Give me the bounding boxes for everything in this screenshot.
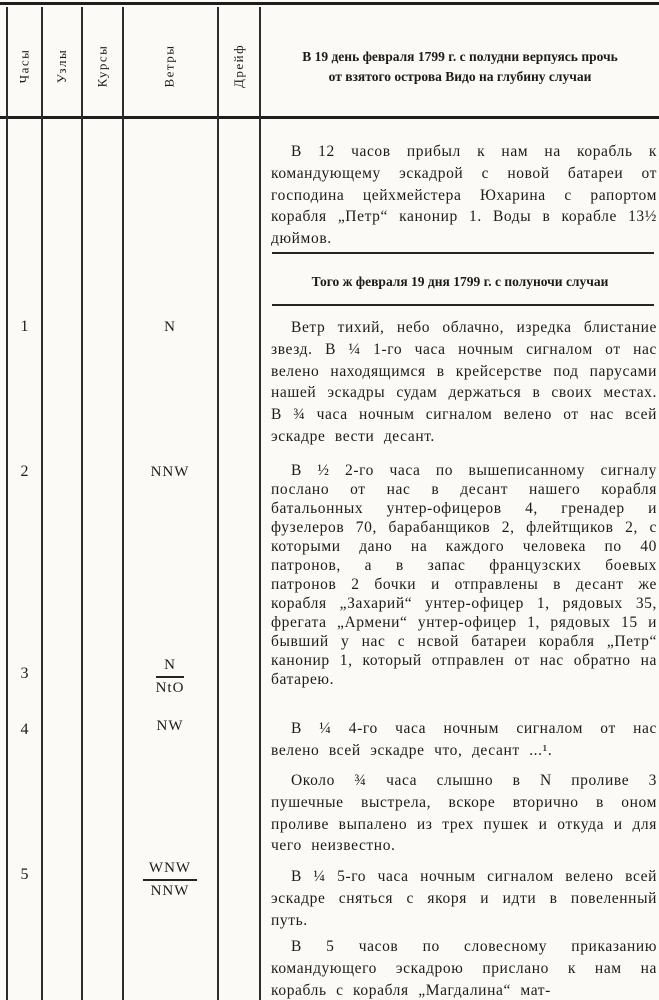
column-divider-courses-winds [122, 7, 124, 1000]
column-header-knots [41, 18, 83, 114]
hour-cell-1: 1 [20, 318, 29, 335]
column-divider-drift-text [259, 7, 261, 1000]
column-header-hours [6, 18, 43, 114]
column-divider-knots-courses [81, 7, 83, 1000]
wind-cell-2: NNW [150, 464, 190, 480]
entry-hour-5b: В 5 часов по словесному приказанию командующего эскадрою прислано к нам на корабль с корабля „Магдалина“ мат- [271, 938, 657, 999]
column-header-courses-label: Курсы [94, 44, 110, 88]
wind-fraction [156, 657, 185, 697]
wind-cell-3 [122, 657, 218, 697]
column-header-drift-label: Дрейф [231, 43, 246, 89]
column-header-winds [122, 18, 218, 114]
log-title-line1: В 19 день февраля 1799 г. с полудни верпуясь прочь [302, 49, 618, 64]
entry-hour-2: В ½ 2-го часа по вышеписанному сигналу послано от нас в десант нашего корабля батальонных унтер-офицеров 4, гренадер и фузелеров 70, барабанщиков 2, флейтщиков 2, с которыми дано на каждого человека по 40 патронов, а в запас французских боевых патронов 2 бочки и отправлены в десант же корабля „Захарий“ унтер-офицер 1, рядовых 35, фрегата „Армени“ унтер-офицер 1, рядовых 15 и бывший у нас с нсвой батареи корабля „Петр“ канонир 1, который отправлен от нас обратно на батарею. [271, 462, 657, 688]
column-divider-winds-drift [217, 7, 219, 1000]
column-header-hours-label: Часы [16, 48, 32, 84]
wind-cell-1: N [164, 319, 176, 335]
wind-fraction-bottom: NNW [150, 883, 190, 899]
column-header-winds-label: Ветры [161, 44, 177, 88]
top-border-rule [0, 2, 659, 5]
entry-noon-report: В 12 часов прибыл к нам на корабль к командующему эскадрой с новой батареи от господина цейхмейстера Юхарина с рапортом корабля „Петр“ канонир 1. Воды в корабле 13½ дюймов. [271, 143, 657, 248]
table-border-left [6, 7, 8, 1000]
hour-cell-3: 3 [20, 665, 29, 682]
wind-fraction-top: N [156, 657, 185, 678]
entry-gunfire: Около ¾ часа слышно в N проливе 3 пушечные выстрела, вскоре вторично в оном проливе выпалено из трех пушек и откуда и для чего неизвестно. [271, 772, 657, 855]
wind-fraction-bottom: NtO [155, 680, 185, 696]
entry-hour-1: Ветр тихий, небо облачно, изредка блистание звезд. В ¼ 1-го часа ночным сигналом от нас велено находящимся в крейсерстве под парусами нашей эскадры судам держаться в своих местах. В ¾ часа ночным сигналом велено от нас всей эскадре вести десант. [271, 319, 657, 445]
column-header-drift [217, 18, 261, 114]
column-header-knots-label: Узлы [53, 48, 69, 84]
wind-cell-5 [122, 860, 218, 900]
entry-hour-5: В ¼ 5-го часа ночным сигналом велено всей эскадре сняться с якоря и идти в повеленный путь. [271, 868, 657, 929]
hour-cell-2: 2 [20, 463, 29, 480]
hour-cell-4: 4 [20, 721, 29, 738]
wind-cell-4: NW [156, 718, 184, 734]
log-title [263, 47, 657, 87]
column-divider-hours-knots [41, 7, 43, 1000]
entry-hour-4: В ¼ 4-го часа ночным сигналом от нас велено всей эскадре что, десант ...¹. [271, 720, 657, 759]
wind-fraction [143, 860, 197, 900]
wind-fraction-top: WNW [143, 860, 197, 881]
log-title-line2: от взятого острова Видо на глубину случаи [328, 69, 592, 84]
column-header-courses [81, 18, 124, 114]
midnight-section-header: Того ж февраля 19 дня 1799 г. с полуночи случаи [311, 274, 609, 289]
header-bottom-rule [0, 116, 659, 119]
section-rule-upper [272, 252, 654, 254]
section-rule-lower [272, 304, 654, 306]
hour-cell-5: 5 [20, 866, 29, 883]
